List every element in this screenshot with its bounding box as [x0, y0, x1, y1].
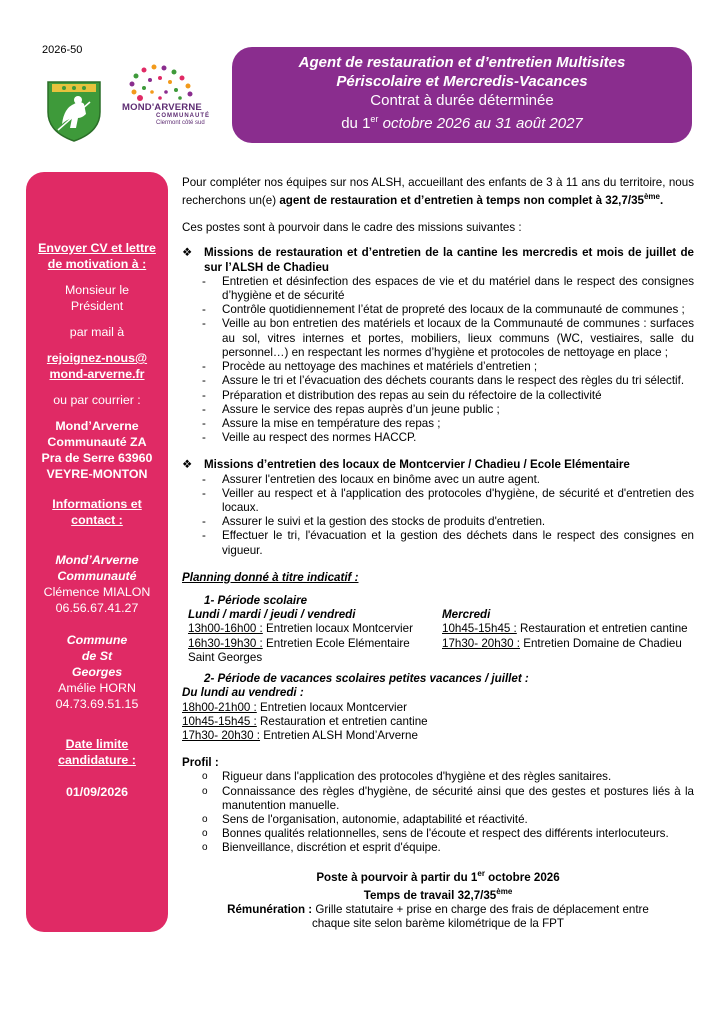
list-item: o Bienveillance, discrétion et esprit d'équipe. [182, 841, 694, 855]
schedule-time: 16h30-19h30 : [188, 636, 263, 650]
schedule-task: Entretien Domaine de Chadieu [520, 636, 682, 650]
mission1-heading-text: Missions de restauration et d’entretien de la cantine les mercredis et mois de juillet de sur l’ALSH de Chadieu [204, 246, 694, 274]
weekday-column [188, 608, 438, 665]
list-item: - Procède au nettoyage des machines et matériels d’entretien ; [182, 360, 694, 374]
schedule-time: 10h45-15h45 : [182, 714, 257, 728]
dates-prefix: du 1 [341, 115, 371, 132]
list-item: - Assurer l'entretien des locaux en binôme avec un autre agent. [182, 473, 694, 487]
schedule-task: Entretien locaux Montcervier [256, 700, 407, 714]
schedule-row [442, 622, 702, 636]
start-prefix: Poste à pourvoir à partir du 1 [316, 870, 478, 884]
wednesday-column [442, 608, 702, 651]
diamond-bullet-icon: ❖ [182, 458, 193, 472]
list-item: o Rigueur dans l'application des protocoles d'hygiène et des règles sanitaires. [182, 770, 694, 784]
remuneration [182, 903, 694, 931]
logo-dots-graphic [120, 64, 220, 104]
intro-superscript: ème [643, 192, 660, 202]
planning-title: Planning donné à titre indicatif : [182, 570, 359, 584]
schedule-row [188, 637, 438, 665]
list-item: - Contrôle quotidiennement l’état de propreté des locaux de la communauté de communes ; [182, 303, 694, 317]
start-suffix: octobre 2026 [484, 870, 560, 884]
commune-crest-logo [44, 78, 104, 144]
working-time-text: Temps de travail 32,7/35 [363, 888, 497, 902]
intro-end: . [660, 194, 664, 208]
schedule-time: 13h00-16h00 : [188, 622, 263, 636]
start-superscript: er [477, 868, 485, 878]
mission2-heading [182, 458, 694, 472]
period2-days: Du lundi au vendredi : [182, 686, 304, 700]
contract-type: Contrat à durée déterminée [370, 92, 554, 109]
intro-bold-text: agent de restauration et d’entretien à temps non complet à 32,7/35 [279, 194, 644, 208]
mission2-list [182, 473, 694, 558]
job-title-banner [232, 47, 692, 143]
schedule-time: 18h00-21h00 : [182, 700, 257, 714]
contact-sidebar [26, 172, 168, 932]
list-item: - Assure la mise en température des repas ; [182, 417, 694, 431]
list-item: - Veille au respect des normes HACCP. [182, 431, 694, 445]
contact1-name: Clémence MIALON [43, 585, 151, 599]
logo-name: MOND'ARVERNE [122, 102, 202, 113]
schedule-task: Entretien locaux Montcervier [262, 622, 413, 636]
list-item: - Effectuer le tri, l'évacuation et la gestion des déchets dans le respect des consignes en vigueur. [182, 529, 694, 557]
diamond-bullet-icon: ❖ [182, 246, 193, 260]
schedule-task: Entretien Ecole Elémentaire Saint Georges [188, 636, 410, 664]
mission1-heading [182, 246, 694, 274]
document-reference: 2026-50 [42, 44, 83, 56]
list-item: o Sens de l'organisation, autonomie, adaptabilité et réactivité. [182, 813, 694, 827]
intro-paragraph [182, 176, 694, 208]
list-item: - Veille au bon entretien des matériels et locaux de la Communauté de communes : surfaces au sol, vitres internes et portes, mobiliers, lieux communs (WC, vestiaires, salle du personnel…) en respectant les normes d’hygiène et protocoles de nettoyage en place ; [182, 317, 694, 360]
deadline-date: 01/09/2026 [65, 785, 128, 799]
contact1-organisation: Mond’Arverne Communauté [55, 553, 139, 583]
profile-title: Profil : [182, 756, 219, 770]
dates-suffix: octobre 2026 au 31 août 2027 [378, 115, 583, 132]
job-title-line2: Périscolaire et Mercredis-Vacances [336, 73, 588, 90]
remuneration-label: Rémunération : [227, 902, 313, 916]
schedule-time: 17h30- 20h30 : [442, 636, 521, 650]
schedule-row [182, 729, 694, 743]
weekday-heading: Lundi / mardi / jeudi / vendredi [188, 608, 356, 622]
recipient: Monsieur le Président [64, 283, 130, 313]
intro-text: Pour compléter nos équipes sur nos ALSH, accueillant des enfants de 3 à 11 ans du territoire, nous recherchons un(e) [182, 176, 694, 208]
contact2-phone: 04.73.69.51.15 [55, 697, 139, 711]
mission2-heading-text: Missions d’entretien des locaux de Montcervier / Chadieu / Ecole Elémentaire [204, 458, 630, 472]
contact2-organisation: Commune de St Georges [66, 633, 128, 679]
dates-superscript: er [370, 114, 379, 124]
list-item: o Bonnes qualités relationnelles, sens de l'écoute et respect des différents interlocuteurs. [182, 827, 694, 841]
list-item: - Assure le service des repas auprès d’un jeune public ; [182, 403, 694, 417]
mond-arverne-logo [120, 64, 220, 130]
list-item: - Entretien et désinfection des espaces de vie et du matériel dans le respect des consignes d’hygiène et de sécurité [182, 275, 694, 303]
contact2-name: Amélie HORN [58, 681, 136, 695]
wednesday-heading: Mercredi [442, 608, 491, 622]
mission1-list [182, 275, 694, 445]
schedule-task: Entretien ALSH Mond’Arverne [260, 728, 418, 742]
profile-list [182, 770, 694, 855]
schedule-time: 17h30- 20h30 : [182, 728, 261, 742]
postal-address: Mond’Arverne Communauté ZA Pra de Serre 63960 VEYRE-MONTON [41, 419, 153, 481]
list-item: - Assurer le suivi et la gestion des stocks de produits d'entretien. [182, 515, 694, 529]
job-title-line1: Agent de restauration et d’entretien Multisites [298, 54, 626, 71]
period2-heading: 2- Période de vacances scolaires petites vacances / juillet : [204, 672, 529, 686]
by-post-label: ou par courrier : [53, 393, 141, 407]
list-item: o Connaissance des règles d'hygiène, de sécurité ainsi que des gestes et postures liés à la manutention manuelle. [182, 785, 694, 813]
start-date [182, 867, 694, 885]
schedule-task: Restauration et entretien cantine [516, 622, 688, 636]
list-item: - Préparation et distribution des repas au sein du réfectoire de la collectivité [182, 389, 694, 403]
schedule-row [182, 715, 694, 729]
email-link[interactable]: rejoignez-nous@mond-arverne.fr [46, 351, 148, 381]
list-item: - Veiller au respect et à l'application des protocoles d'hygiène, de sécurité et d'entretien des locaux. [182, 487, 694, 515]
schedule-task: Restauration et entretien cantine [256, 714, 428, 728]
schedule-row [188, 622, 438, 636]
contract-dates [232, 110, 692, 133]
deadline-heading: Date limite candidature : [58, 737, 136, 767]
remuneration-text: Grille statutaire + prise en charge des frais de déplacement entre chaque site selon barème kilométrique de la FPT [312, 902, 649, 930]
working-time [182, 885, 694, 903]
period1-heading: 1- Période scolaire [204, 593, 308, 607]
period1-schedule [182, 608, 694, 668]
logo-tagline: Clermont côté sud [156, 120, 205, 126]
schedule-row [442, 637, 702, 651]
working-time-superscript: ème [496, 886, 513, 896]
job-description [182, 176, 694, 931]
schedule-time: 10h45-15h45 : [442, 622, 517, 636]
by-mail-label: par mail à [69, 325, 125, 339]
list-item: - Assure le tri et l’évacuation des déchets courants dans le respect des règles du tri sélectif. [182, 374, 694, 388]
logo-subtitle: COMMUNAUTÉ [156, 113, 210, 119]
schedule-row [182, 701, 694, 715]
send-heading: Envoyer CV et lettre de motivation à : [38, 241, 156, 271]
info-heading: Informations et contact : [52, 497, 142, 527]
job-footer [182, 867, 694, 932]
contact1-phone: 06.56.67.41.27 [55, 601, 139, 615]
missions-intro: Ces postes sont à pourvoir dans le cadre des missions suivantes : [182, 221, 522, 235]
